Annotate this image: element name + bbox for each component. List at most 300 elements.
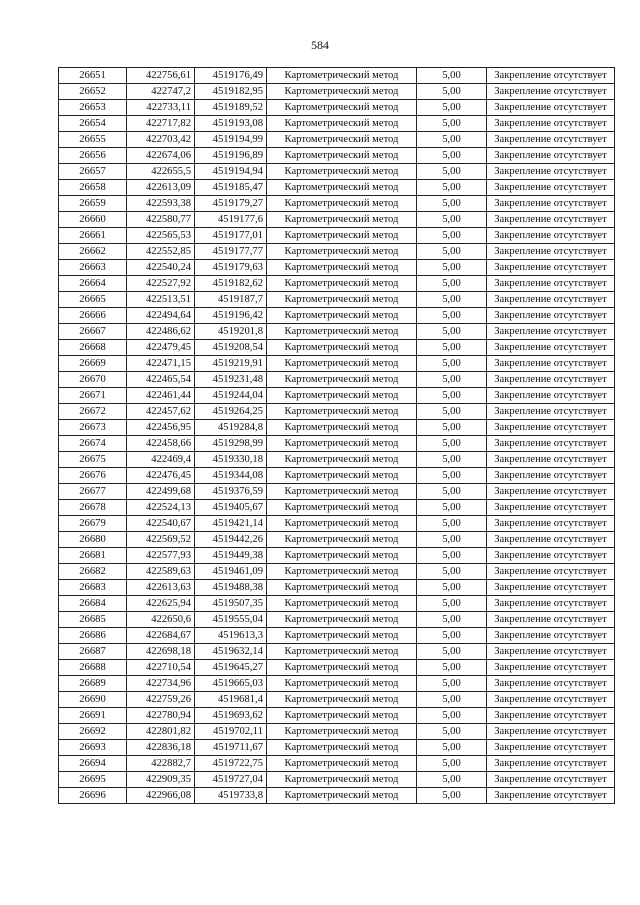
point-number-cell: 26687 <box>59 644 127 660</box>
accuracy-cell: 5,00 <box>417 212 487 228</box>
accuracy-cell: 5,00 <box>417 84 487 100</box>
point-number-cell: 26672 <box>59 404 127 420</box>
table-row <box>59 276 615 292</box>
fixing-cell: Закрепление отсутствует <box>487 740 615 756</box>
accuracy-cell: 5,00 <box>417 484 487 500</box>
fixing-cell: Закрепление отсутствует <box>487 388 615 404</box>
point-number-cell: 26667 <box>59 324 127 340</box>
fixing-cell: Закрепление отсутствует <box>487 340 615 356</box>
accuracy-cell: 5,00 <box>417 356 487 372</box>
table-row <box>59 516 615 532</box>
point-number-cell: 26659 <box>59 196 127 212</box>
y-coordinate-cell: 4519177,01 <box>195 228 267 244</box>
table-row <box>59 660 615 676</box>
method-cell: Картометрический метод <box>267 772 417 788</box>
table-row <box>59 68 615 84</box>
fixing-cell: Закрепление отсутствует <box>487 692 615 708</box>
table-body <box>59 68 615 804</box>
y-coordinate-cell: 4519693,62 <box>195 708 267 724</box>
table-row <box>59 532 615 548</box>
table-row <box>59 212 615 228</box>
x-coordinate-cell: 422650,6 <box>127 612 195 628</box>
point-number-cell: 26694 <box>59 756 127 772</box>
fixing-cell: Закрепление отсутствует <box>487 468 615 484</box>
x-coordinate-cell: 422540,24 <box>127 260 195 276</box>
x-coordinate-cell: 422479,45 <box>127 340 195 356</box>
point-number-cell: 26654 <box>59 116 127 132</box>
point-number-cell: 26658 <box>59 180 127 196</box>
y-coordinate-cell: 4519488,38 <box>195 580 267 596</box>
point-number-cell: 26696 <box>59 788 127 804</box>
accuracy-cell: 5,00 <box>417 260 487 276</box>
fixing-cell: Закрепление отсутствует <box>487 260 615 276</box>
x-coordinate-cell: 422499,68 <box>127 484 195 500</box>
fixing-cell: Закрепление отсутствует <box>487 372 615 388</box>
method-cell: Картометрический метод <box>267 532 417 548</box>
accuracy-cell: 5,00 <box>417 180 487 196</box>
y-coordinate-cell: 4519681,4 <box>195 692 267 708</box>
fixing-cell: Закрепление отсутствует <box>487 100 615 116</box>
accuracy-cell: 5,00 <box>417 548 487 564</box>
accuracy-cell: 5,00 <box>417 132 487 148</box>
accuracy-cell: 5,00 <box>417 740 487 756</box>
table-row <box>59 388 615 404</box>
accuracy-cell: 5,00 <box>417 324 487 340</box>
x-coordinate-cell: 422469,4 <box>127 452 195 468</box>
x-coordinate-cell: 422589,63 <box>127 564 195 580</box>
table-row <box>59 452 615 468</box>
y-coordinate-cell: 4519194,99 <box>195 132 267 148</box>
y-coordinate-cell: 4519461,09 <box>195 564 267 580</box>
y-coordinate-cell: 4519208,54 <box>195 340 267 356</box>
fixing-cell: Закрепление отсутствует <box>487 500 615 516</box>
accuracy-cell: 5,00 <box>417 420 487 436</box>
method-cell: Картометрический метод <box>267 244 417 260</box>
coordinates-table <box>58 67 615 804</box>
fixing-cell: Закрепление отсутствует <box>487 308 615 324</box>
table-row <box>59 644 615 660</box>
fixing-cell: Закрепление отсутствует <box>487 84 615 100</box>
fixing-cell: Закрепление отсутствует <box>487 548 615 564</box>
accuracy-cell: 5,00 <box>417 276 487 292</box>
point-number-cell: 26666 <box>59 308 127 324</box>
x-coordinate-cell: 422703,42 <box>127 132 195 148</box>
point-number-cell: 26670 <box>59 372 127 388</box>
accuracy-cell: 5,00 <box>417 228 487 244</box>
fixing-cell: Закрепление отсутствует <box>487 628 615 644</box>
accuracy-cell: 5,00 <box>417 388 487 404</box>
method-cell: Картометрический метод <box>267 340 417 356</box>
y-coordinate-cell: 4519264,25 <box>195 404 267 420</box>
y-coordinate-cell: 4519702,11 <box>195 724 267 740</box>
point-number-cell: 26651 <box>59 68 127 84</box>
table-row <box>59 436 615 452</box>
fixing-cell: Закрепление отсутствует <box>487 132 615 148</box>
method-cell: Картометрический метод <box>267 724 417 740</box>
point-number-cell: 26661 <box>59 228 127 244</box>
method-cell: Картометрический метод <box>267 388 417 404</box>
table-row <box>59 500 615 516</box>
method-cell: Картометрический метод <box>267 260 417 276</box>
x-coordinate-cell: 422580,77 <box>127 212 195 228</box>
accuracy-cell: 5,00 <box>417 644 487 660</box>
accuracy-cell: 5,00 <box>417 196 487 212</box>
y-coordinate-cell: 4519244,04 <box>195 388 267 404</box>
point-number-cell: 26683 <box>59 580 127 596</box>
accuracy-cell: 5,00 <box>417 372 487 388</box>
x-coordinate-cell: 422593,38 <box>127 196 195 212</box>
accuracy-cell: 5,00 <box>417 116 487 132</box>
point-number-cell: 26685 <box>59 612 127 628</box>
y-coordinate-cell: 4519196,42 <box>195 308 267 324</box>
point-number-cell: 26663 <box>59 260 127 276</box>
x-coordinate-cell: 422540,67 <box>127 516 195 532</box>
accuracy-cell: 5,00 <box>417 788 487 804</box>
point-number-cell: 26692 <box>59 724 127 740</box>
fixing-cell: Закрепление отсутствует <box>487 596 615 612</box>
fixing-cell: Закрепление отсутствует <box>487 452 615 468</box>
method-cell: Картометрический метод <box>267 692 417 708</box>
table-row <box>59 564 615 580</box>
table-row <box>59 420 615 436</box>
table-row <box>59 372 615 388</box>
point-number-cell: 26664 <box>59 276 127 292</box>
method-cell: Картометрический метод <box>267 196 417 212</box>
accuracy-cell: 5,00 <box>417 148 487 164</box>
table-row <box>59 788 615 804</box>
method-cell: Картометрический метод <box>267 740 417 756</box>
fixing-cell: Закрепление отсутствует <box>487 612 615 628</box>
fixing-cell: Закрепление отсутствует <box>487 772 615 788</box>
table-row <box>59 260 615 276</box>
fixing-cell: Закрепление отсутствует <box>487 676 615 692</box>
y-coordinate-cell: 4519201,8 <box>195 324 267 340</box>
fixing-cell: Закрепление отсутствует <box>487 420 615 436</box>
x-coordinate-cell: 422457,62 <box>127 404 195 420</box>
y-coordinate-cell: 4519176,49 <box>195 68 267 84</box>
fixing-cell: Закрепление отсутствует <box>487 244 615 260</box>
x-coordinate-cell: 422717,82 <box>127 116 195 132</box>
point-number-cell: 26681 <box>59 548 127 564</box>
fixing-cell: Закрепление отсутствует <box>487 724 615 740</box>
fixing-cell: Закрепление отсутствует <box>487 644 615 660</box>
method-cell: Картометрический метод <box>267 308 417 324</box>
accuracy-cell: 5,00 <box>417 452 487 468</box>
table-row <box>59 148 615 164</box>
point-number-cell: 26674 <box>59 436 127 452</box>
table-row <box>59 724 615 740</box>
point-number-cell: 26669 <box>59 356 127 372</box>
x-coordinate-cell: 422476,45 <box>127 468 195 484</box>
table-row <box>59 468 615 484</box>
table-row <box>59 356 615 372</box>
method-cell: Картометрический метод <box>267 132 417 148</box>
method-cell: Картометрический метод <box>267 276 417 292</box>
accuracy-cell: 5,00 <box>417 612 487 628</box>
table-row <box>59 292 615 308</box>
x-coordinate-cell: 422577,93 <box>127 548 195 564</box>
x-coordinate-cell: 422527,92 <box>127 276 195 292</box>
accuracy-cell: 5,00 <box>417 724 487 740</box>
method-cell: Картометрический метод <box>267 788 417 804</box>
y-coordinate-cell: 4519645,27 <box>195 660 267 676</box>
accuracy-cell: 5,00 <box>417 468 487 484</box>
fixing-cell: Закрепление отсутствует <box>487 196 615 212</box>
method-cell: Картометрический метод <box>267 68 417 84</box>
y-coordinate-cell: 4519196,89 <box>195 148 267 164</box>
point-number-cell: 26675 <box>59 452 127 468</box>
method-cell: Картометрический метод <box>267 148 417 164</box>
fixing-cell: Закрепление отсутствует <box>487 116 615 132</box>
table-row <box>59 628 615 644</box>
point-number-cell: 26678 <box>59 500 127 516</box>
accuracy-cell: 5,00 <box>417 756 487 772</box>
table-row <box>59 484 615 500</box>
accuracy-cell: 5,00 <box>417 628 487 644</box>
method-cell: Картометрический метод <box>267 420 417 436</box>
accuracy-cell: 5,00 <box>417 436 487 452</box>
fixing-cell: Закрепление отсутствует <box>487 324 615 340</box>
method-cell: Картометрический метод <box>267 468 417 484</box>
method-cell: Картометрический метод <box>267 356 417 372</box>
table-row <box>59 100 615 116</box>
fixing-cell: Закрепление отсутствует <box>487 292 615 308</box>
method-cell: Картометрический метод <box>267 596 417 612</box>
table-row <box>59 196 615 212</box>
y-coordinate-cell: 4519711,67 <box>195 740 267 756</box>
accuracy-cell: 5,00 <box>417 516 487 532</box>
point-number-cell: 26660 <box>59 212 127 228</box>
accuracy-cell: 5,00 <box>417 308 487 324</box>
accuracy-cell: 5,00 <box>417 244 487 260</box>
y-coordinate-cell: 4519727,04 <box>195 772 267 788</box>
y-coordinate-cell: 4519182,62 <box>195 276 267 292</box>
x-coordinate-cell: 422836,18 <box>127 740 195 756</box>
table-row <box>59 228 615 244</box>
method-cell: Картометрический метод <box>267 516 417 532</box>
method-cell: Картометрический метод <box>267 676 417 692</box>
y-coordinate-cell: 4519187,7 <box>195 292 267 308</box>
y-coordinate-cell: 4519284,8 <box>195 420 267 436</box>
method-cell: Картометрический метод <box>267 100 417 116</box>
table-row <box>59 596 615 612</box>
y-coordinate-cell: 4519193,08 <box>195 116 267 132</box>
point-number-cell: 26682 <box>59 564 127 580</box>
y-coordinate-cell: 4519442,26 <box>195 532 267 548</box>
y-coordinate-cell: 4519219,91 <box>195 356 267 372</box>
x-coordinate-cell: 422458,66 <box>127 436 195 452</box>
table-row <box>59 244 615 260</box>
x-coordinate-cell: 422565,53 <box>127 228 195 244</box>
y-coordinate-cell: 4519177,77 <box>195 244 267 260</box>
point-number-cell: 26677 <box>59 484 127 500</box>
point-number-cell: 26662 <box>59 244 127 260</box>
table-row <box>59 548 615 564</box>
fixing-cell: Закрепление отсутствует <box>487 212 615 228</box>
y-coordinate-cell: 4519507,35 <box>195 596 267 612</box>
y-coordinate-cell: 4519405,67 <box>195 500 267 516</box>
x-coordinate-cell: 422909,35 <box>127 772 195 788</box>
point-number-cell: 26686 <box>59 628 127 644</box>
table-row <box>59 772 615 788</box>
fixing-cell: Закрепление отсутствует <box>487 708 615 724</box>
fixing-cell: Закрепление отсутствует <box>487 756 615 772</box>
x-coordinate-cell: 422613,63 <box>127 580 195 596</box>
x-coordinate-cell: 422613,09 <box>127 180 195 196</box>
method-cell: Картометрический метод <box>267 292 417 308</box>
table-row <box>59 580 615 596</box>
method-cell: Картометрический метод <box>267 580 417 596</box>
y-coordinate-cell: 4519344,08 <box>195 468 267 484</box>
point-number-cell: 26657 <box>59 164 127 180</box>
fixing-cell: Закрепление отсутствует <box>487 564 615 580</box>
x-coordinate-cell: 422486,62 <box>127 324 195 340</box>
x-coordinate-cell: 422801,82 <box>127 724 195 740</box>
accuracy-cell: 5,00 <box>417 564 487 580</box>
y-coordinate-cell: 4519632,14 <box>195 644 267 660</box>
method-cell: Картометрический метод <box>267 212 417 228</box>
accuracy-cell: 5,00 <box>417 692 487 708</box>
x-coordinate-cell: 422710,54 <box>127 660 195 676</box>
point-number-cell: 26688 <box>59 660 127 676</box>
x-coordinate-cell: 422494,64 <box>127 308 195 324</box>
point-number-cell: 26690 <box>59 692 127 708</box>
method-cell: Картометрический метод <box>267 708 417 724</box>
y-coordinate-cell: 4519179,27 <box>195 196 267 212</box>
x-coordinate-cell: 422684,67 <box>127 628 195 644</box>
accuracy-cell: 5,00 <box>417 100 487 116</box>
method-cell: Картометрический метод <box>267 228 417 244</box>
y-coordinate-cell: 4519231,48 <box>195 372 267 388</box>
fixing-cell: Закрепление отсутствует <box>487 484 615 500</box>
fixing-cell: Закрепление отсутствует <box>487 660 615 676</box>
accuracy-cell: 5,00 <box>417 660 487 676</box>
table-row <box>59 756 615 772</box>
fixing-cell: Закрепление отсутствует <box>487 436 615 452</box>
point-number-cell: 26673 <box>59 420 127 436</box>
point-number-cell: 26679 <box>59 516 127 532</box>
point-number-cell: 26671 <box>59 388 127 404</box>
table-row <box>59 692 615 708</box>
point-number-cell: 26656 <box>59 148 127 164</box>
fixing-cell: Закрепление отсутствует <box>487 516 615 532</box>
page-number: 584 <box>311 38 329 52</box>
x-coordinate-cell: 422456,95 <box>127 420 195 436</box>
method-cell: Картометрический метод <box>267 84 417 100</box>
point-number-cell: 26691 <box>59 708 127 724</box>
fixing-cell: Закрепление отсутствует <box>487 148 615 164</box>
table-row <box>59 404 615 420</box>
fixing-cell: Закрепление отсутствует <box>487 580 615 596</box>
y-coordinate-cell: 4519177,6 <box>195 212 267 228</box>
point-number-cell: 26693 <box>59 740 127 756</box>
table-row <box>59 676 615 692</box>
x-coordinate-cell: 422698,18 <box>127 644 195 660</box>
accuracy-cell: 5,00 <box>417 580 487 596</box>
method-cell: Картометрический метод <box>267 628 417 644</box>
method-cell: Картометрический метод <box>267 164 417 180</box>
method-cell: Картометрический метод <box>267 644 417 660</box>
y-coordinate-cell: 4519421,14 <box>195 516 267 532</box>
table-row <box>59 116 615 132</box>
point-number-cell: 26689 <box>59 676 127 692</box>
fixing-cell: Закрепление отсутствует <box>487 788 615 804</box>
method-cell: Картометрический метод <box>267 452 417 468</box>
y-coordinate-cell: 4519733,8 <box>195 788 267 804</box>
x-coordinate-cell: 422734,96 <box>127 676 195 692</box>
method-cell: Картометрический метод <box>267 612 417 628</box>
y-coordinate-cell: 4519376,59 <box>195 484 267 500</box>
table-row <box>59 708 615 724</box>
fixing-cell: Закрепление отсутствует <box>487 180 615 196</box>
x-coordinate-cell: 422552,85 <box>127 244 195 260</box>
accuracy-cell: 5,00 <box>417 164 487 180</box>
x-coordinate-cell: 422966,08 <box>127 788 195 804</box>
method-cell: Картометрический метод <box>267 372 417 388</box>
x-coordinate-cell: 422756,61 <box>127 68 195 84</box>
accuracy-cell: 5,00 <box>417 532 487 548</box>
method-cell: Картометрический метод <box>267 180 417 196</box>
accuracy-cell: 5,00 <box>417 708 487 724</box>
table-row <box>59 324 615 340</box>
x-coordinate-cell: 422674,06 <box>127 148 195 164</box>
method-cell: Картометрический метод <box>267 500 417 516</box>
fixing-cell: Закрепление отсутствует <box>487 68 615 84</box>
x-coordinate-cell: 422471,15 <box>127 356 195 372</box>
x-coordinate-cell: 422733,11 <box>127 100 195 116</box>
point-number-cell: 26655 <box>59 132 127 148</box>
table-row <box>59 180 615 196</box>
method-cell: Картометрический метод <box>267 404 417 420</box>
y-coordinate-cell: 4519298,99 <box>195 436 267 452</box>
fixing-cell: Закрепление отсутствует <box>487 276 615 292</box>
method-cell: Картометрический метод <box>267 116 417 132</box>
x-coordinate-cell: 422759,26 <box>127 692 195 708</box>
y-coordinate-cell: 4519330,18 <box>195 452 267 468</box>
accuracy-cell: 5,00 <box>417 500 487 516</box>
point-number-cell: 26668 <box>59 340 127 356</box>
x-coordinate-cell: 422513,51 <box>127 292 195 308</box>
y-coordinate-cell: 4519449,38 <box>195 548 267 564</box>
method-cell: Картометрический метод <box>267 660 417 676</box>
point-number-cell: 26653 <box>59 100 127 116</box>
y-coordinate-cell: 4519185,47 <box>195 180 267 196</box>
x-coordinate-cell: 422747,2 <box>127 84 195 100</box>
x-coordinate-cell: 422655,5 <box>127 164 195 180</box>
table-row <box>59 612 615 628</box>
accuracy-cell: 5,00 <box>417 292 487 308</box>
table-row <box>59 164 615 180</box>
fixing-cell: Закрепление отсутствует <box>487 356 615 372</box>
method-cell: Картометрический метод <box>267 324 417 340</box>
fixing-cell: Закрепление отсутствует <box>487 164 615 180</box>
accuracy-cell: 5,00 <box>417 404 487 420</box>
accuracy-cell: 5,00 <box>417 340 487 356</box>
x-coordinate-cell: 422524,13 <box>127 500 195 516</box>
point-number-cell: 26652 <box>59 84 127 100</box>
table-row <box>59 740 615 756</box>
y-coordinate-cell: 4519194,94 <box>195 164 267 180</box>
method-cell: Картометрический метод <box>267 484 417 500</box>
point-number-cell: 26684 <box>59 596 127 612</box>
method-cell: Картометрический метод <box>267 756 417 772</box>
y-coordinate-cell: 4519179,63 <box>195 260 267 276</box>
point-number-cell: 26680 <box>59 532 127 548</box>
method-cell: Картометрический метод <box>267 564 417 580</box>
accuracy-cell: 5,00 <box>417 596 487 612</box>
point-number-cell: 26665 <box>59 292 127 308</box>
table-row <box>59 340 615 356</box>
